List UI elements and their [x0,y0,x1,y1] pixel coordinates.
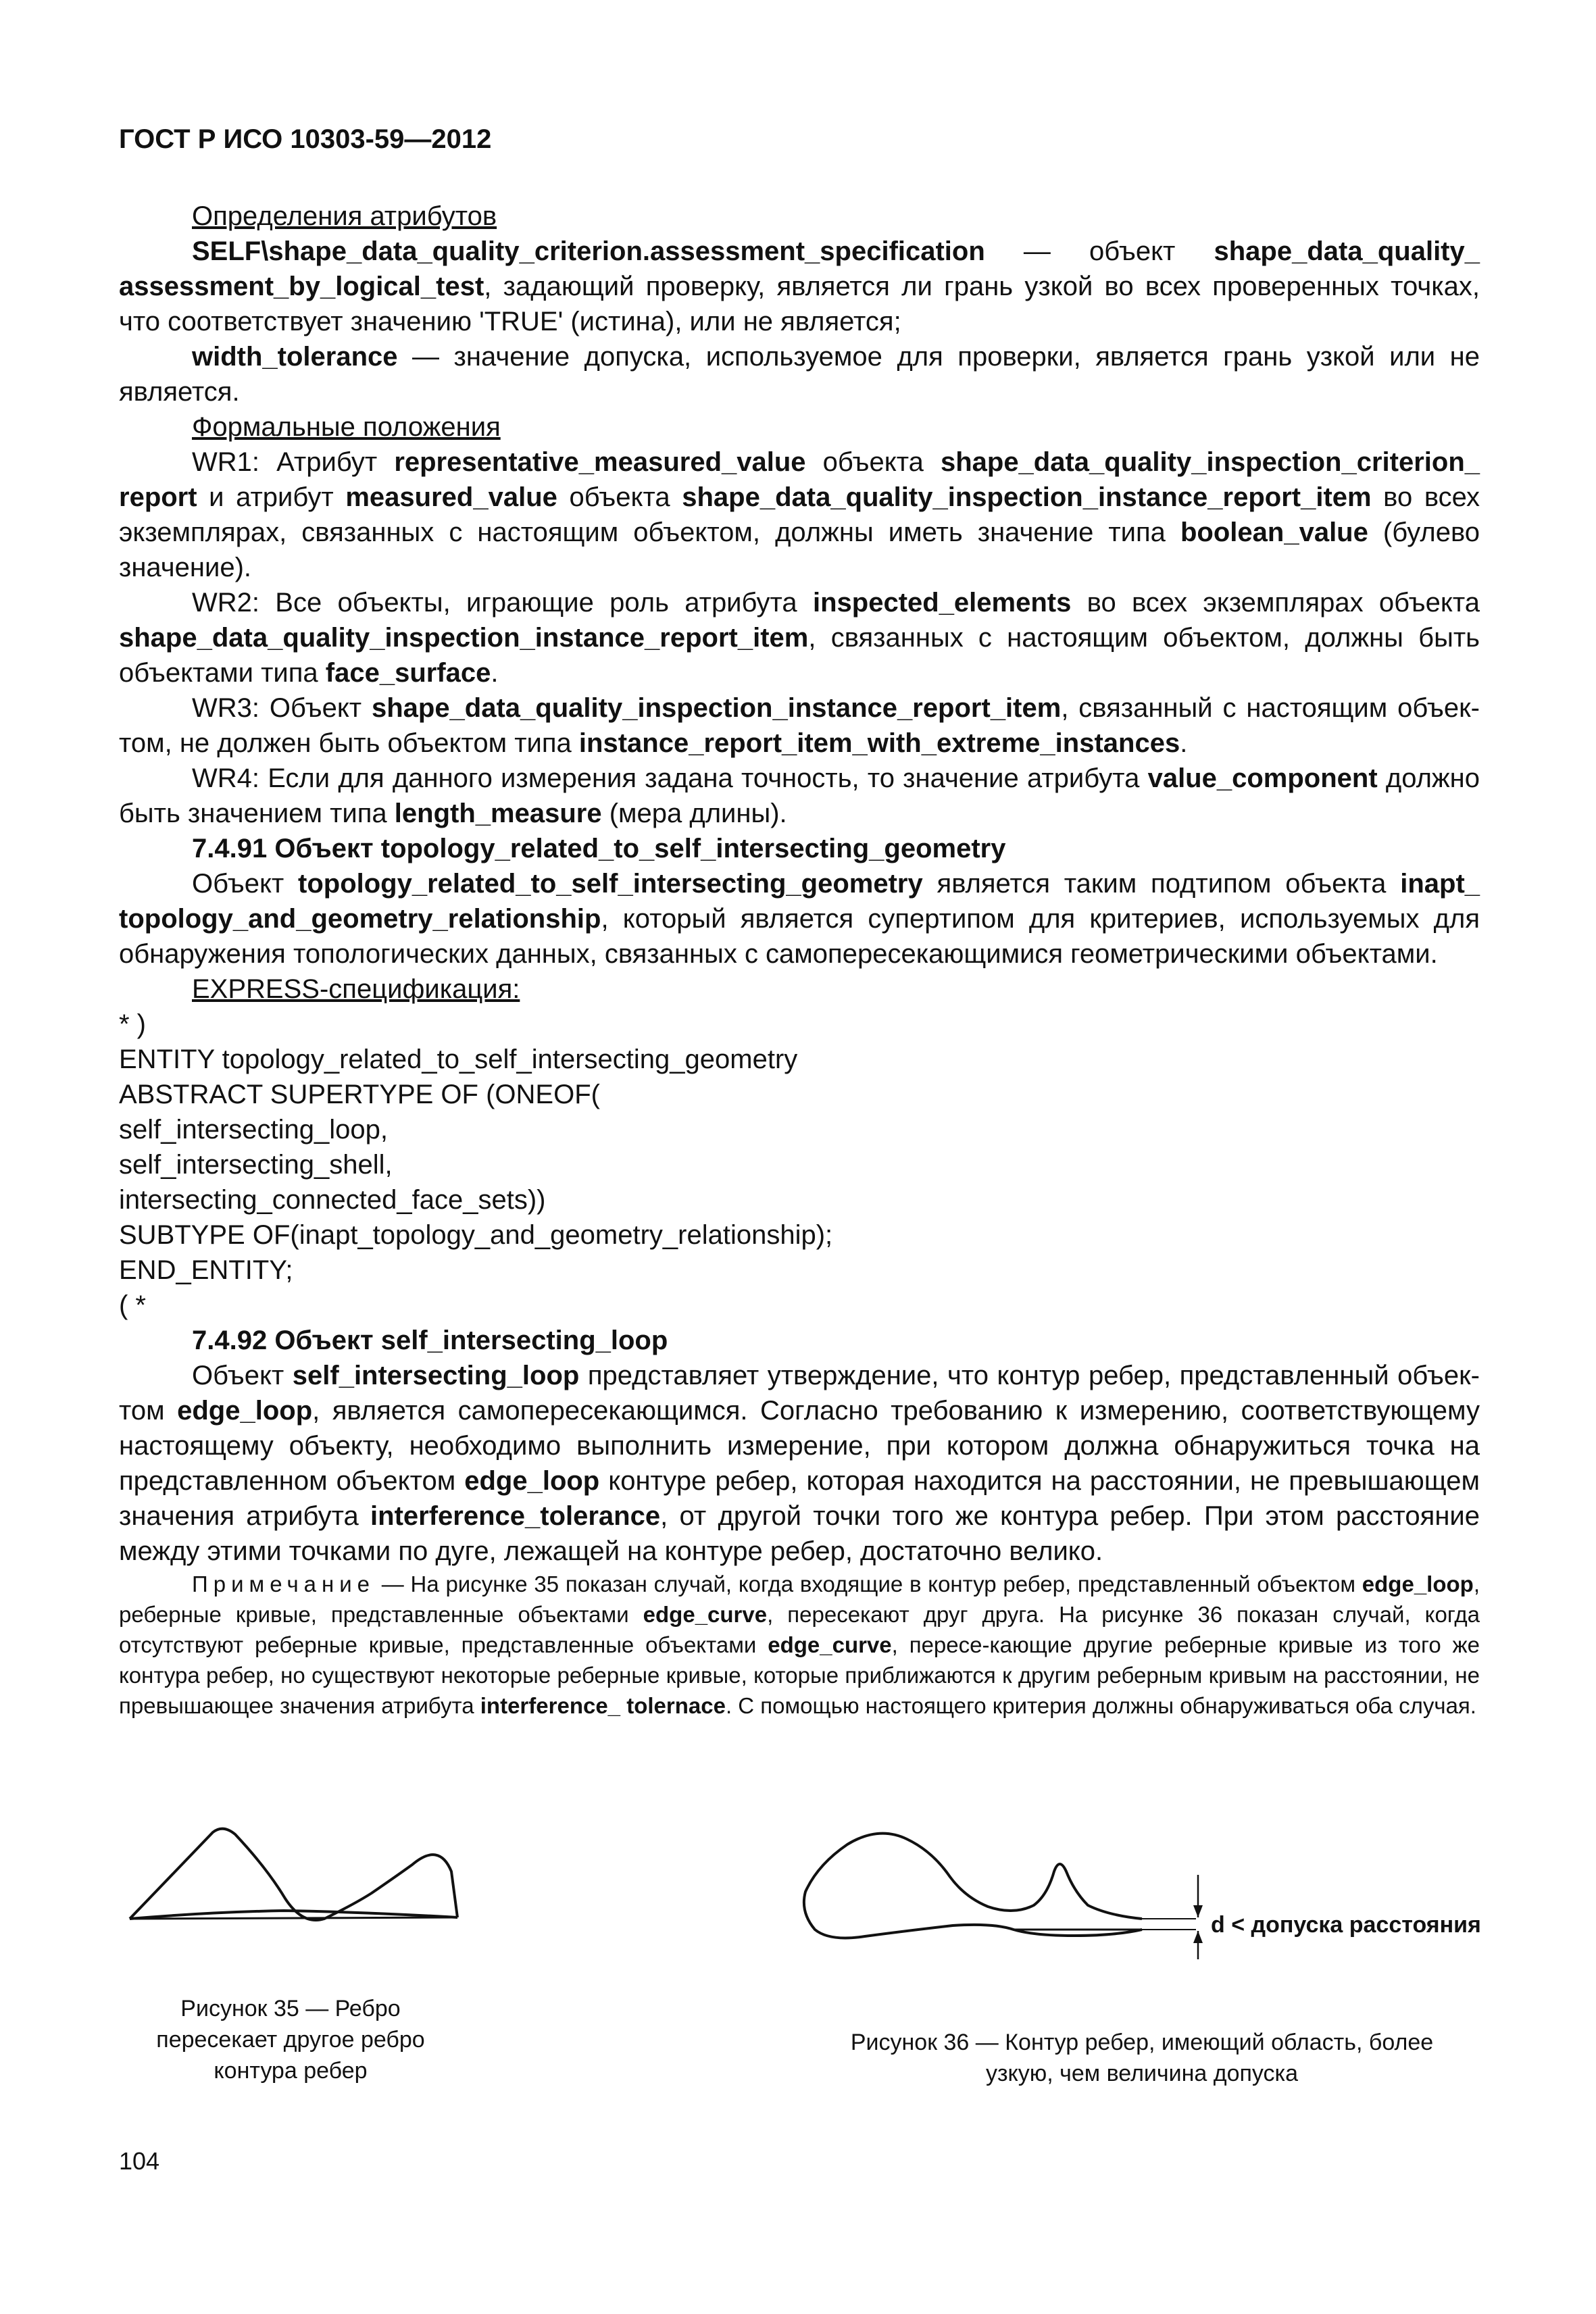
term-bold: SELF\shape_data_quality_criterion.assessment_specification [192,236,985,266]
term-bold: shape_data_quality_inspection_instance_report_item [371,693,1062,723]
term-bold: representative_measured_value [394,447,806,477]
term-bold: shape_data_quality_inspection_criterion_ report [119,447,1480,512]
dimension-arrow-up [1193,1931,1203,1943]
text-run: представляет утверждение, что контур ребер, представленный объек-том [119,1361,1480,1426]
term-bold: length_measure [394,799,602,828]
text-run: WR3: Объект [192,693,372,723]
text-run: , который является супертипом для критериев, используемых для обнаружения топологических данных, связанных с самопересекающимися геометрическими объектами. [119,904,1480,969]
term-bold: width_tolerance [192,342,398,372]
section-7-4-91-text [119,866,1480,972]
term-bold: inspected_elements [812,588,1072,618]
attr-definitions-heading: Определения атрибутов [192,201,497,231]
term-bold: edge_loop [464,1466,600,1496]
attr-definition-width-tolerance [119,339,1480,409]
text-run: объекта [805,447,941,477]
text-run: — объект [984,236,1214,266]
rule-wr4 [119,761,1480,831]
text-run: . С помощью настоящего критерия должны обнаруживаться оба случая. [725,1693,1476,1718]
text-run: является таким подтипом объекта [922,869,1401,899]
text-run: , пересе-кающие другие реберные кривые из того же контура ребер, но существуют некоторые реберные кривые, которые приближаются к другим реберным кривым на расстоянии, не превышающее значения атрибута [119,1632,1480,1718]
rule-wr1 [119,445,1480,585]
text-run: контуре ребер, которая находится на расстоянии, не превышающем значения атрибута [119,1466,1480,1531]
term-bold: topology_related_to_self_intersecting_geometry [298,869,923,899]
section-7-4-92-text [119,1358,1480,1569]
code-line: self_intersecting_shell, [119,1150,393,1180]
text-run: Объект [192,869,299,899]
rule-wr2 [119,585,1480,690]
text-run: во всех экземплярах, связанных с настоящим объектом, должны иметь значение типа [119,482,1480,547]
attr-definition-assessment [119,234,1480,339]
text-run: (булево значение). [119,518,1480,582]
text-run: , пересекают друг друга. На рисунке 36 показан случай, когда отсутствуют реберные кривые, представленные объектами [119,1602,1480,1657]
text-run: — значение допуска, используемое для проверки, является грань узкой или не является. [119,342,1480,407]
text-run: WR4: Если для данного измерения задана точность, то значение атрибута [192,763,1148,793]
text-run: объекта [557,482,682,512]
term-bold: boolean_value [1180,518,1368,547]
figure-36 [791,1797,1487,1959]
term-bold: edge_curve [768,1632,892,1657]
figure-35-drawing [122,1817,459,1939]
code-line: SUBTYPE OF(inapt_topology_and_geometry_relationship); [119,1220,833,1250]
edge-loop-curve [130,1829,457,1920]
text-run: . [491,658,499,688]
figure-36-drawing [791,1797,1487,1959]
code-line: * ) [119,1009,146,1039]
figure-36-edge-loop [804,1834,1142,1938]
formal-rules-heading: Формальные положения [192,412,501,442]
text-run: и атрибут [197,482,346,512]
term-bold: edge_loop [1362,1571,1474,1596]
code-line: ABSTRACT SUPERTYPE OF (ONEOF( [119,1080,600,1109]
term-bold: self_intersecting_loop [292,1361,580,1390]
page-number: 104 [119,2147,160,2175]
dimension-arrow-down [1193,1905,1203,1917]
code-line: intersecting_connected_face_sets)) [119,1185,546,1215]
term-bold: value_component [1147,763,1378,793]
text-run: , задающий проверку, является ли грань узкой во всех проверенных точках, что соответствует значению 'TRUE' (истина), или не является; [119,272,1480,336]
text-run: . [1180,728,1188,758]
document-body [119,199,1480,1721]
text-run: , является самопересекающимся. Согласно требованию к измерению, соответствующему настоящему объекту, необходимо выполнить измерение, при котором должна обнаружиться точка на представленном объектом [119,1396,1480,1496]
text-run: Объект [192,1361,293,1390]
section-7-4-91-heading: 7.4.91 Объект topology_related_to_self_intersecting_geometry [192,834,1006,863]
term-bold: interference_ tolernace [480,1693,726,1718]
term-bold: shape_data_quality_ assessment_by_logical_test [119,236,1480,301]
figure-35-caption: Рисунок 35 — Ребро пересекает другое ребро контура ребер [156,1996,425,2084]
text-run: (мера длины). [601,799,787,828]
edge-loop-baseline [130,1917,457,1919]
express-code [119,1007,1480,1323]
express-label: EXPRESS-спецификация: [192,974,520,1004]
text-run: должно быть значением типа [119,763,1480,828]
text-run: — На рисунке 35 показан случай, когда входящие в контур ребер, представленный объектом [375,1571,1362,1596]
term-bold: measured_value [345,482,557,512]
note-label: Примечание [192,1571,376,1596]
code-line: self_intersecting_loop, [119,1115,389,1145]
term-bold: face_surface [325,658,491,688]
rule-wr3 [119,690,1480,761]
text-run: , связанный с настоящим объек-том, не должен быть объектом типа [119,693,1480,758]
figure-36-caption: Рисунок 36 — Контур ребер, имеющий область, более узкую, чем величина допуска [850,2030,1434,2086]
term-bold: edge_curve [643,1602,768,1627]
text-run: WR2: Все объекты, играющие роль атрибута [192,588,813,618]
code-line: ENTITY topology_related_to_self_intersecting_geometry [119,1045,798,1074]
term-bold: inapt_ topology_and_geometry_relationship [119,869,1480,934]
term-bold: edge_loop [177,1396,313,1426]
code-line: END_ENTITY; [119,1255,293,1285]
term-bold: shape_data_quality_inspection_instance_report_item [682,482,1372,512]
text-run: , связанных с настоящим объектом, должны быть объектами типа [119,623,1480,688]
text-run: во всех экземплярах объекта [1071,588,1480,618]
code-line: ( * [119,1290,146,1320]
term-bold: shape_data_quality_inspection_instance_report_item [119,623,809,653]
page-header: ГОСТ Р ИСО 10303-59—2012 [119,124,492,154]
section-7-4-92-heading: 7.4.92 Объект self_intersecting_loop [192,1326,668,1355]
note-paragraph [119,1569,1480,1721]
text-run: , реберные кривые, представленные объектами [119,1571,1480,1627]
figure-36-dimension-label: d < допуска расстояния [1211,1912,1481,1938]
figure-35 [122,1817,459,1939]
term-bold: instance_report_item_with_extreme_instances [578,728,1180,758]
text-run: WR1: Атрибут [192,447,395,477]
text-run: , от другой точки того же контура ребер. При этом расстояние между этими точками по дуге, лежащей на контуре ребер, достаточно велико. [119,1501,1480,1566]
term-bold: interference_tolerance [370,1501,661,1531]
